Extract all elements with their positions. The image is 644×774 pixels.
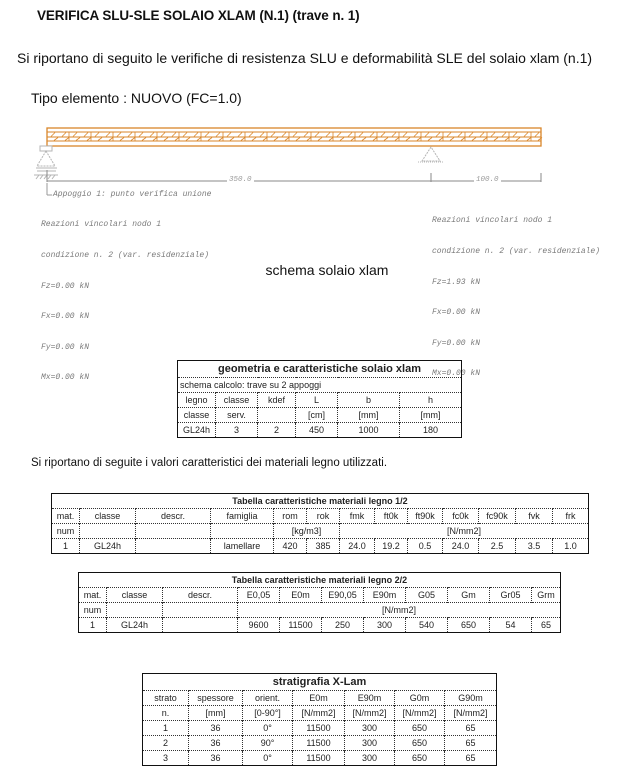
hatch-mark (494, 138, 498, 141)
support-2-icon (418, 147, 444, 162)
col-unit: [0-90°] (243, 706, 293, 721)
hatch-mark (307, 138, 311, 141)
element-type: Tipo elemento : NUOVO (FC=1.0) (31, 90, 242, 106)
col-unit: [N/mm2] (293, 706, 345, 721)
cell (136, 539, 211, 554)
span-overhang-label: 100.0 (476, 176, 499, 184)
table-units-row (52, 524, 589, 539)
intro-text: Si riportano di seguito le verifiche di resistenza SLU e deformabilità SLE del solaio xlam (n.1) (17, 50, 593, 66)
hatch-mark (329, 138, 333, 141)
cell: 2 (143, 736, 189, 751)
col-header: mat. (52, 509, 80, 524)
hatch-mark (439, 138, 443, 141)
cell: 11500 (293, 721, 345, 736)
hatch-mark (120, 138, 124, 141)
hatch-mark (73, 133, 77, 137)
col-unit: [N/mm2] (238, 603, 561, 618)
cell: 1 (143, 721, 189, 736)
hatch-mark (183, 133, 187, 137)
cell: 9600 (238, 618, 280, 633)
col-header: fc0k (443, 509, 479, 524)
col-header: rom (274, 509, 307, 524)
col-header: G0m (395, 691, 445, 706)
xlam-beam (47, 128, 542, 146)
cell: 3 (216, 423, 258, 438)
col-header: G05 (406, 588, 448, 603)
reaction-line: Fy=0.00 kN (432, 338, 481, 348)
cell: 180 (400, 423, 462, 438)
hatch-mark (175, 138, 179, 141)
col-header: E0m (280, 588, 322, 603)
hatch-mark (172, 133, 176, 137)
col-unit: classe (178, 408, 216, 423)
reaction-line: condizione n. 2 (var. residenziale) (432, 247, 601, 257)
hatch-mark (131, 138, 135, 141)
col-header: fmk (340, 509, 375, 524)
cell: 540 (406, 618, 448, 633)
col-header: fc90k (479, 509, 516, 524)
col-header: orient. (243, 691, 293, 706)
col-unit: [cm] (296, 408, 338, 423)
materials-table-1 (51, 493, 589, 554)
cell: 65 (445, 751, 497, 766)
hatch-mark (238, 133, 242, 137)
cell: 300 (345, 751, 395, 766)
hatch-mark (414, 133, 418, 137)
hatch-mark (194, 133, 198, 137)
hatch-mark (417, 138, 421, 141)
cell: 11500 (280, 618, 322, 633)
cell: GL24h (107, 618, 163, 633)
col-unit: num (79, 603, 107, 618)
hatch-mark (502, 133, 506, 137)
col-header: E90m (364, 588, 406, 603)
cell: 420 (274, 539, 307, 554)
col-unit: [mm] (189, 706, 243, 721)
reaction-line: Reazioni vincolari nodo 1 (41, 220, 162, 230)
hatch-mark (197, 138, 201, 141)
hatch-mark (348, 133, 352, 137)
hatch-mark (337, 133, 341, 137)
support-1-label: Appoggio 1: punto verifica unione (53, 190, 212, 199)
reaction-line: Fz=0.00 kN (41, 281, 90, 291)
reaction-line: Fx=0.00 kN (432, 308, 481, 318)
hatch-mark (491, 133, 495, 137)
col-unit (211, 524, 274, 539)
schema-caption-text: schema solaio xlam (265, 262, 389, 278)
cell: 11500 (293, 751, 345, 766)
hatch-mark (161, 133, 165, 137)
hatch-mark (483, 138, 487, 141)
reaction-line: Fy=0.00 kN (41, 342, 90, 352)
hatch-mark (219, 138, 223, 141)
cell: 1000 (338, 423, 400, 438)
table-row (52, 539, 589, 554)
hatch-mark (87, 138, 91, 141)
table-title: Tabella caratteristiche materiali legno 1/2 (232, 496, 408, 506)
hatch-mark (381, 133, 385, 137)
hatch-mark (252, 138, 256, 141)
hatch-mark (351, 138, 355, 141)
hatch-mark (450, 138, 454, 141)
materials-table-2 (78, 572, 561, 633)
cell: 65 (445, 721, 497, 736)
cell: GL24h (80, 539, 136, 554)
hatch-mark (216, 133, 220, 137)
cell: 65 (445, 736, 497, 751)
hatch-mark (535, 133, 539, 137)
col-header: h (400, 393, 462, 408)
hatch-mark (117, 133, 121, 137)
hatch-mark (392, 133, 396, 137)
hatch-mark (95, 133, 99, 137)
col-unit: n. (143, 706, 189, 721)
hatch-mark (340, 138, 344, 141)
col-header: classe (80, 509, 136, 524)
page-title: VERIFICA SLU-SLE SOLAIO XLAM (N.1) (trave n. 1) (37, 8, 360, 23)
reaction-line: condizione n. 2 (var. residenziale) (41, 251, 210, 261)
table-row (79, 618, 561, 633)
col-header: Grm (532, 588, 561, 603)
col-header: fvk (516, 509, 553, 524)
col-header: famiglia (211, 509, 274, 524)
col-header: b (338, 393, 400, 408)
col-unit: serv. (216, 408, 258, 423)
cell: 11500 (293, 736, 345, 751)
table-title: Tabella caratteristiche materiali legno 2/2 (231, 575, 408, 585)
hatch-mark (227, 133, 231, 137)
col-unit: [N/mm2] (395, 706, 445, 721)
table-title: stratigrafia X-Lam (272, 676, 367, 688)
span-main-label: 350.0 (229, 176, 252, 184)
hatch-mark (461, 138, 465, 141)
col-header: Gr05 (490, 588, 532, 603)
hatch-mark (139, 133, 143, 137)
col-header: descr. (163, 588, 238, 603)
cell: 3.5 (516, 539, 553, 554)
hatch-mark (513, 133, 517, 137)
cell: 650 (395, 721, 445, 736)
hatch-mark (260, 133, 264, 137)
hatch-mark (296, 138, 300, 141)
hatch-mark (274, 138, 278, 141)
hatch-mark (524, 133, 528, 137)
col-header: strato (143, 691, 189, 706)
schema-caption (0, 262, 644, 278)
col-header: classe (216, 393, 258, 408)
col-header: legno (178, 393, 216, 408)
table-header-row (52, 509, 589, 524)
cell: 24.0 (443, 539, 479, 554)
calc-scheme: schema calcolo: trave su 2 appoggi (178, 378, 462, 393)
hatch-mark (480, 133, 484, 137)
reaction-line: Mx=0.00 kN (41, 373, 90, 383)
hatch-mark (373, 138, 377, 141)
col-unit: [N/mm2] (340, 524, 589, 539)
col-header: spessore (189, 691, 243, 706)
col-unit: [N/mm2] (445, 706, 497, 721)
hatch-mark (208, 138, 212, 141)
hatch-mark (428, 138, 432, 141)
hatch-mark (516, 138, 520, 141)
cell: 650 (395, 751, 445, 766)
cell: 36 (189, 751, 243, 766)
support-1-icon (34, 146, 58, 179)
hatch-mark (142, 138, 146, 141)
table-units-row (143, 706, 497, 721)
hatch-mark (304, 133, 308, 137)
cell: 24.0 (340, 539, 375, 554)
hatch-mark (315, 133, 319, 137)
hatch-mark (406, 138, 410, 141)
table-header-row (143, 691, 497, 706)
col-unit: [N/mm2] (345, 706, 395, 721)
cell: 19.2 (375, 539, 408, 554)
hatch-mark (249, 133, 253, 137)
hatch-mark (62, 133, 66, 137)
col-unit: num (52, 524, 80, 539)
col-header: ft90k (408, 509, 443, 524)
cell: 2.5 (479, 539, 516, 554)
cell: 450 (296, 423, 338, 438)
reaction-line: Reazioni vincolari nodo 1 (432, 216, 553, 226)
cell: 1 (79, 618, 107, 633)
cell: 385 (307, 539, 340, 554)
col-header: ft0k (375, 509, 408, 524)
hatch-mark (359, 133, 363, 137)
hatch-mark (527, 138, 531, 141)
reaction-line: Mx=0.00 kN (432, 369, 481, 379)
col-header: kdef (258, 393, 296, 408)
hatch-mark (403, 133, 407, 137)
hatch-mark (447, 133, 451, 137)
col-unit (258, 408, 296, 423)
cell: 90° (243, 736, 293, 751)
col-header: L (296, 393, 338, 408)
col-unit (107, 603, 163, 618)
hatch-mark (505, 138, 509, 141)
table-row (178, 423, 462, 438)
table-header-row (178, 393, 462, 408)
cell: 1 (52, 539, 80, 554)
col-unit: [kg/m3] (274, 524, 340, 539)
hatch-mark (230, 138, 234, 141)
col-unit (163, 603, 238, 618)
hatch-mark (186, 138, 190, 141)
hatch-mark (436, 133, 440, 137)
hatch-mark (106, 133, 110, 137)
hatch-mark (241, 138, 245, 141)
hatch-mark (469, 133, 473, 137)
cell: 650 (448, 618, 490, 633)
hatch-mark (271, 133, 275, 137)
col-unit: [mm] (400, 408, 462, 423)
hatch-mark (425, 133, 429, 137)
col-header: rok (307, 509, 340, 524)
hatch-mark (153, 138, 157, 141)
col-unit: [mm] (338, 408, 400, 423)
cell: 650 (395, 736, 445, 751)
table-title: geometria e caratteristiche solaio xlam (218, 363, 421, 375)
hatch-mark (293, 133, 297, 137)
cell: lamellare (211, 539, 274, 554)
cell: 0° (243, 721, 293, 736)
table-header-row (79, 588, 561, 603)
hatch-mark (370, 133, 374, 137)
hatch-mark (285, 138, 289, 141)
col-header: E90,05 (322, 588, 364, 603)
hatch-mark (54, 138, 58, 141)
col-header: E90m (345, 691, 395, 706)
col-header: frk (553, 509, 589, 524)
cell: 300 (345, 736, 395, 751)
materials-note: Si riportano di seguite i valori caratteristici dei materiali legno utilizzati. (31, 457, 388, 469)
col-header: Gm (448, 588, 490, 603)
cell: 2 (258, 423, 296, 438)
hatch-mark (326, 133, 330, 137)
col-header: descr. (136, 509, 211, 524)
cell: 36 (189, 721, 243, 736)
cell: 1.0 (553, 539, 589, 554)
col-unit (136, 524, 211, 539)
cell: 0° (243, 751, 293, 766)
cell: 65 (532, 618, 561, 633)
hatch-mark (150, 133, 154, 137)
col-header: E0m (293, 691, 345, 706)
cell: 250 (322, 618, 364, 633)
cell (163, 618, 238, 633)
col-header: E0,05 (238, 588, 280, 603)
table-units-row (79, 603, 561, 618)
table-row (143, 736, 497, 751)
reaction-line: Fx=0.00 kN (41, 312, 90, 322)
hatch-mark (282, 133, 286, 137)
hatch-mark (362, 138, 366, 141)
hatch-mark (76, 138, 80, 141)
hatch-mark (205, 133, 209, 137)
hatch-mark (263, 138, 267, 141)
hatch-mark (458, 133, 462, 137)
cell: 0.5 (408, 539, 443, 554)
col-header: G90m (445, 691, 497, 706)
stratigraphy-table (142, 673, 497, 766)
cell: 36 (189, 736, 243, 751)
table-units-row (178, 408, 462, 423)
col-header: classe (107, 588, 163, 603)
hatch-mark (472, 138, 476, 141)
cell: 300 (345, 721, 395, 736)
hatch-mark (51, 133, 55, 137)
reaction-line: Fz=1.93 kN (432, 277, 481, 287)
hatch-mark (98, 138, 102, 141)
hatch-mark (65, 138, 69, 141)
cell: 300 (364, 618, 406, 633)
col-unit (80, 524, 136, 539)
hatch-mark (109, 138, 113, 141)
hatch-mark (395, 138, 399, 141)
cell: GL24h (178, 423, 216, 438)
col-header: mat. (79, 588, 107, 603)
geometry-table (177, 360, 462, 438)
hatch-mark (128, 133, 132, 137)
hatch-mark (318, 138, 322, 141)
cell: 3 (143, 751, 189, 766)
table-row (143, 751, 497, 766)
cell: 54 (490, 618, 532, 633)
hatch-mark (84, 133, 88, 137)
table-row (143, 721, 497, 736)
hatch-mark (164, 138, 168, 141)
hatch-mark (384, 138, 388, 141)
